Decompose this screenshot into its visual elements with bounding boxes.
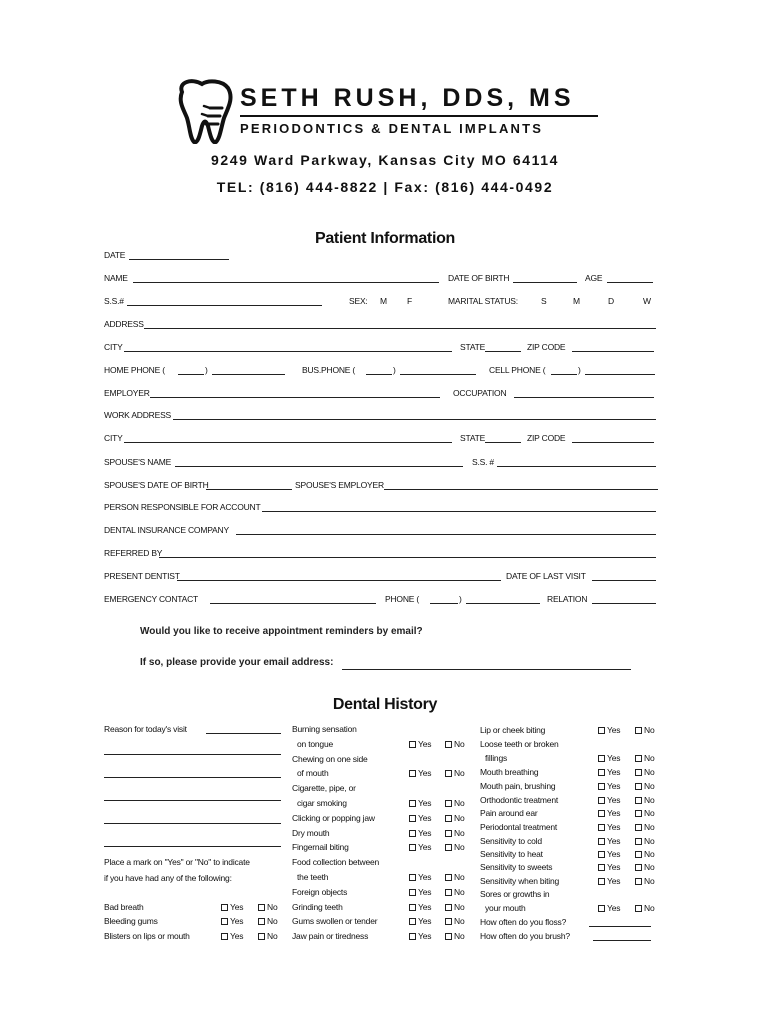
instruction-line-1: Place a mark on "Yes" or "No" to indicate: [104, 857, 250, 867]
checkbox-icon: [409, 770, 416, 777]
cold-sensitivity-yes[interactable]: Yes: [598, 836, 620, 846]
checkbox-icon: [221, 918, 228, 925]
checkbox-icon: [445, 933, 452, 940]
burning-yes[interactable]: Yes: [409, 739, 431, 749]
mouth-pain-yes[interactable]: Yes: [598, 781, 620, 791]
relation-field[interactable]: [592, 603, 656, 604]
periodontal-label: Periodontal treatment: [480, 822, 558, 832]
lip-biting-label: Lip or cheek biting: [480, 725, 546, 735]
marital-status-label: MARITAL STATUS:: [448, 296, 518, 306]
home-phone-label: HOME PHONE (: [104, 365, 165, 375]
chewing-label-1: Chewing on one side: [292, 754, 368, 764]
reason-line-2[interactable]: [104, 754, 281, 755]
ear-pain-yes[interactable]: Yes: [598, 808, 620, 818]
checkbox-icon: [598, 783, 605, 790]
chewing-yes[interactable]: Yes: [409, 768, 431, 778]
heat-sensitivity-label: Sensitivity to heat: [480, 849, 543, 859]
checkbox-icon: [445, 889, 452, 896]
checkbox-icon: [445, 830, 452, 837]
work-state-label: STATE: [460, 433, 486, 443]
blisters-no[interactable]: No: [258, 931, 277, 941]
cigarette-label-1: Cigarette, pipe, or: [292, 783, 356, 793]
work-state-field[interactable]: [485, 442, 521, 443]
spouse-name-label: SPOUSE'S NAME: [104, 457, 172, 467]
cold-sensitivity-label: Sensitivity to cold: [480, 836, 542, 846]
email-address-label: If so, please provide your email address:: [140, 657, 334, 668]
checkbox-icon: [445, 844, 452, 851]
age-label: AGE: [585, 273, 603, 283]
checkbox-icon: [598, 727, 605, 734]
lip-biting-yes[interactable]: Yes: [598, 725, 620, 735]
bus-phone-paren: ): [393, 365, 396, 375]
bleeding-gums-yes[interactable]: Yes: [221, 916, 243, 926]
periodontal-no[interactable]: No: [635, 822, 654, 832]
checkbox-icon: [409, 741, 416, 748]
spouse-ss-label: S.S. #: [472, 457, 494, 467]
checkbox-icon: [409, 889, 416, 896]
checkbox-icon: [598, 851, 605, 858]
cigarette-no[interactable]: No: [445, 798, 464, 808]
dental-history-heading: Dental History: [332, 696, 438, 713]
ear-pain-no[interactable]: No: [635, 808, 654, 818]
checkbox-icon: [635, 905, 642, 912]
fingernail-yes[interactable]: Yes: [409, 842, 431, 852]
blisters-label: Blisters on lips or mouth: [104, 931, 190, 941]
checkbox-icon: [598, 878, 605, 885]
orthodontic-yes[interactable]: Yes: [598, 795, 620, 805]
bleeding-gums-label: Bleeding gums: [104, 916, 158, 926]
chewing-no[interactable]: No: [445, 768, 464, 778]
clicking-label: Clicking or popping jaw: [292, 813, 375, 823]
zip-field[interactable]: [572, 351, 654, 352]
checkbox-icon: [635, 797, 642, 804]
age-field[interactable]: [607, 282, 653, 283]
checkbox-icon: [445, 741, 452, 748]
gums-swollen-yes[interactable]: Yes: [409, 916, 431, 926]
reason-line-1[interactable]: [206, 733, 281, 734]
marital-w-option[interactable]: W: [643, 296, 651, 306]
clicking-no[interactable]: No: [445, 813, 464, 823]
food-collection-no[interactable]: No: [445, 872, 464, 882]
burning-label-2: on tongue: [297, 739, 334, 749]
loose-teeth-no[interactable]: No: [635, 753, 654, 763]
burning-no[interactable]: No: [445, 739, 464, 749]
practice-address: 9249 Ward Parkway, Kansas City MO 64114: [211, 152, 559, 168]
clicking-yes[interactable]: Yes: [409, 813, 431, 823]
grinding-label: Grinding teeth: [292, 902, 343, 912]
bus-phone-field[interactable]: [400, 374, 476, 375]
floss-frequency-field[interactable]: [589, 926, 651, 927]
relation-label: RELATION: [547, 594, 588, 604]
checkbox-icon: [635, 783, 642, 790]
date-field[interactable]: [129, 259, 229, 260]
dob-field[interactable]: [513, 282, 577, 283]
bad-breath-label: Bad breath: [104, 902, 144, 912]
gums-swollen-no[interactable]: No: [445, 916, 464, 926]
mouth-pain-label: Mouth pain, brushing: [480, 781, 556, 791]
mouth-breathing-label: Mouth breathing: [480, 767, 539, 777]
emergency-phone-field[interactable]: [466, 603, 540, 604]
city-label: CITY: [104, 342, 123, 352]
insurance-field[interactable]: [236, 534, 656, 535]
fingernail-label: Fingernail biting: [292, 842, 349, 852]
checkbox-icon: [409, 874, 416, 881]
checkbox-icon: [409, 830, 416, 837]
checkbox-icon: [258, 918, 265, 925]
checkbox-icon: [221, 933, 228, 940]
mouth-breathing-no[interactable]: No: [635, 767, 654, 777]
occupation-field[interactable]: [514, 397, 654, 398]
emergency-phone-area-field[interactable]: [430, 603, 458, 604]
food-collection-yes[interactable]: Yes: [409, 872, 431, 882]
checkbox-icon: [445, 800, 452, 807]
instruction-line-2: if you have had any of the following:: [104, 873, 232, 883]
spouse-name-field[interactable]: [175, 466, 463, 467]
checkbox-icon: [445, 904, 452, 911]
loose-teeth-yes[interactable]: Yes: [598, 753, 620, 763]
checkbox-icon: [635, 851, 642, 858]
sweets-sensitivity-label: Sensitivity to sweets: [480, 862, 553, 872]
sweets-sensitivity-no[interactable]: No: [635, 862, 654, 872]
chewing-label-2: of mouth: [297, 768, 329, 778]
checkbox-icon: [409, 918, 416, 925]
name-field[interactable]: [133, 282, 439, 283]
employer-label: EMPLOYER: [104, 388, 150, 398]
dry-mouth-no[interactable]: No: [445, 828, 464, 838]
cigarette-yes[interactable]: Yes: [409, 798, 431, 808]
heat-sensitivity-no[interactable]: No: [635, 849, 654, 859]
emergency-phone-label: PHONE (: [385, 594, 420, 604]
checkbox-icon: [635, 878, 642, 885]
present-dentist-field[interactable]: [177, 580, 501, 581]
address-label: ADDRESS: [104, 319, 144, 329]
grinding-no[interactable]: No: [445, 902, 464, 912]
checkbox-icon: [445, 918, 452, 925]
work-address-field[interactable]: [173, 419, 656, 420]
checkbox-icon: [635, 769, 642, 776]
blisters-yes[interactable]: Yes: [221, 931, 243, 941]
last-visit-label: DATE OF LAST VISIT: [506, 571, 586, 581]
periodontal-yes[interactable]: Yes: [598, 822, 620, 832]
reason-for-visit-label: Reason for today's visit: [104, 724, 187, 734]
biting-sensitivity-label: Sensitivity when biting: [480, 876, 560, 886]
sores-yes[interactable]: Yes: [598, 903, 620, 913]
emergency-phone-paren: ): [459, 594, 462, 604]
home-phone-area-field[interactable]: [178, 374, 204, 375]
insurance-label: DENTAL INSURANCE COMPANY: [104, 525, 229, 535]
cell-phone-paren: ): [578, 365, 581, 375]
checkbox-icon: [635, 838, 642, 845]
sores-label-1: Sores or growths in: [480, 889, 550, 899]
state-field[interactable]: [485, 351, 521, 352]
food-collection-label-2: the teeth: [297, 872, 329, 882]
checkbox-icon: [635, 824, 642, 831]
checkbox-icon: [598, 797, 605, 804]
spouse-dob-label: SPOUSE'S DATE OF BIRTH: [104, 480, 209, 490]
checkbox-icon: [258, 933, 265, 940]
ss-field[interactable]: [127, 305, 322, 306]
sweets-sensitivity-yes[interactable]: Yes: [598, 862, 620, 872]
header-divider: [240, 115, 598, 117]
checkbox-icon: [445, 770, 452, 777]
cold-sensitivity-no[interactable]: No: [635, 836, 654, 846]
cell-phone-area-field[interactable]: [551, 374, 577, 375]
gums-swollen-label: Gums swollen or tender: [292, 916, 378, 926]
biting-sensitivity-yes[interactable]: Yes: [598, 876, 620, 886]
employer-field[interactable]: [150, 397, 440, 398]
sex-m-option[interactable]: M: [380, 296, 387, 306]
referred-by-field[interactable]: [159, 557, 656, 558]
mouth-breathing-yes[interactable]: Yes: [598, 767, 620, 777]
occupation-label: OCCUPATION: [453, 388, 507, 398]
mouth-pain-no[interactable]: No: [635, 781, 654, 791]
sex-f-option[interactable]: F: [407, 296, 412, 306]
jaw-pain-label: Jaw pain or tiredness: [292, 931, 369, 941]
checkbox-icon: [598, 864, 605, 871]
home-phone-field[interactable]: [212, 374, 285, 375]
checkbox-icon: [598, 810, 605, 817]
orthodontic-label: Orthodontic treatment: [480, 795, 559, 805]
ear-pain-label: Pain around ear: [480, 808, 538, 818]
reason-line-5[interactable]: [104, 823, 281, 824]
dob-label: DATE OF BIRTH: [448, 273, 510, 283]
floss-frequency-label: How often do you floss?: [480, 917, 567, 927]
referred-by-label: REFERRED BY: [104, 548, 163, 558]
address-field[interactable]: [144, 328, 656, 329]
cigarette-label-2: cigar smoking: [297, 798, 347, 808]
bad-breath-yes[interactable]: Yes: [221, 902, 243, 912]
jaw-pain-no[interactable]: No: [445, 931, 464, 941]
sores-no[interactable]: No: [635, 903, 654, 913]
checkbox-icon: [409, 933, 416, 940]
checkbox-icon: [598, 769, 605, 776]
biting-sensitivity-no[interactable]: No: [635, 876, 654, 886]
emergency-contact-label: EMERGENCY CONTACT: [104, 594, 199, 604]
name-label: NAME: [104, 273, 128, 283]
dry-mouth-label: Dry mouth: [292, 828, 330, 838]
work-zip-label: ZIP CODE: [527, 433, 566, 443]
reason-line-4[interactable]: [104, 800, 281, 801]
spouse-employer-label: SPOUSE'S EMPLOYER: [295, 480, 384, 490]
email-reminder-question: Would you like to receive appointment reminders by email?: [140, 626, 423, 637]
foreign-objects-yes[interactable]: Yes: [409, 887, 431, 897]
ss-label: S.S.#: [104, 296, 124, 306]
food-collection-label-1: Food collection between: [292, 857, 380, 867]
orthodontic-no[interactable]: No: [635, 795, 654, 805]
lip-biting-no[interactable]: No: [635, 725, 654, 735]
checkbox-icon: [409, 904, 416, 911]
checkbox-icon: [635, 755, 642, 762]
sex-label: SEX:: [349, 296, 368, 306]
bus-phone-label: BUS.PHONE (: [302, 365, 356, 375]
fingernail-no[interactable]: No: [445, 842, 464, 852]
checkbox-icon: [409, 844, 416, 851]
brush-frequency-field[interactable]: [593, 940, 651, 941]
spouse-dob-field[interactable]: [206, 489, 292, 490]
foreign-objects-label: Foreign objects: [292, 887, 348, 897]
checkbox-icon: [598, 824, 605, 831]
zip-label: ZIP CODE: [527, 342, 566, 352]
responsible-party-field[interactable]: [262, 511, 656, 512]
practice-phones: TEL: (816) 444-8822 | Fax: (816) 444-0492: [216, 179, 554, 195]
checkbox-icon: [635, 727, 642, 734]
checkbox-icon: [598, 838, 605, 845]
city-field[interactable]: [124, 351, 452, 352]
spouse-ss-field[interactable]: [497, 466, 656, 467]
loose-teeth-label-1: Loose teeth or broken: [480, 739, 559, 749]
checkbox-icon: [598, 905, 605, 912]
cell-phone-label: CELL PHONE (: [489, 365, 546, 375]
present-dentist-label: PRESENT DENTIST: [104, 571, 180, 581]
reason-line-3[interactable]: [104, 777, 281, 778]
bad-breath-no[interactable]: No: [258, 902, 277, 912]
dry-mouth-yes[interactable]: Yes: [409, 828, 431, 838]
last-visit-field[interactable]: [592, 580, 656, 581]
marital-s-option[interactable]: S: [541, 296, 547, 306]
bleeding-gums-no[interactable]: No: [258, 916, 277, 926]
checkbox-icon: [258, 904, 265, 911]
grinding-yes[interactable]: Yes: [409, 902, 431, 912]
reason-line-6[interactable]: [104, 846, 281, 847]
checkbox-icon: [409, 800, 416, 807]
checkbox-icon: [635, 810, 642, 817]
home-phone-paren: ): [205, 365, 208, 375]
marital-d-option[interactable]: D: [608, 296, 614, 306]
email-address-field[interactable]: [342, 669, 631, 670]
jaw-pain-yes[interactable]: Yes: [409, 931, 431, 941]
cell-phone-field[interactable]: [585, 374, 655, 375]
checkbox-icon: [445, 815, 452, 822]
work-city-field[interactable]: [124, 442, 452, 443]
date-label: DATE: [104, 250, 126, 260]
checkbox-icon: [635, 864, 642, 871]
brush-frequency-label: How often do you brush?: [480, 931, 570, 941]
patient-information-heading: Patient Information: [314, 230, 456, 247]
work-city-label: CITY: [104, 433, 123, 443]
foreign-objects-no[interactable]: No: [445, 887, 464, 897]
marital-m-option[interactable]: M: [573, 296, 580, 306]
responsible-party-label: PERSON RESPONSIBLE FOR ACCOUNT: [104, 502, 261, 512]
burning-label-1: Burning sensation: [292, 724, 357, 734]
checkbox-icon: [445, 874, 452, 881]
checkbox-icon: [221, 904, 228, 911]
work-address-label: WORK ADDRESS: [104, 410, 172, 420]
work-zip-field[interactable]: [572, 442, 654, 443]
loose-teeth-label-2: fillings: [485, 753, 508, 763]
checkbox-icon: [409, 815, 416, 822]
spouse-employer-field[interactable]: [384, 489, 658, 490]
checkbox-icon: [598, 755, 605, 762]
tooth-logo-icon: [174, 78, 236, 144]
state-label: STATE: [460, 342, 486, 352]
bus-phone-area-field[interactable]: [366, 374, 392, 375]
practice-specialty: PERIODONTICS & DENTAL IMPLANTS: [240, 121, 544, 136]
emergency-contact-field[interactable]: [210, 603, 376, 604]
heat-sensitivity-yes[interactable]: Yes: [598, 849, 620, 859]
practice-name: SETH RUSH, DDS, MS: [240, 84, 575, 112]
sores-label-2: your mouth: [485, 903, 526, 913]
